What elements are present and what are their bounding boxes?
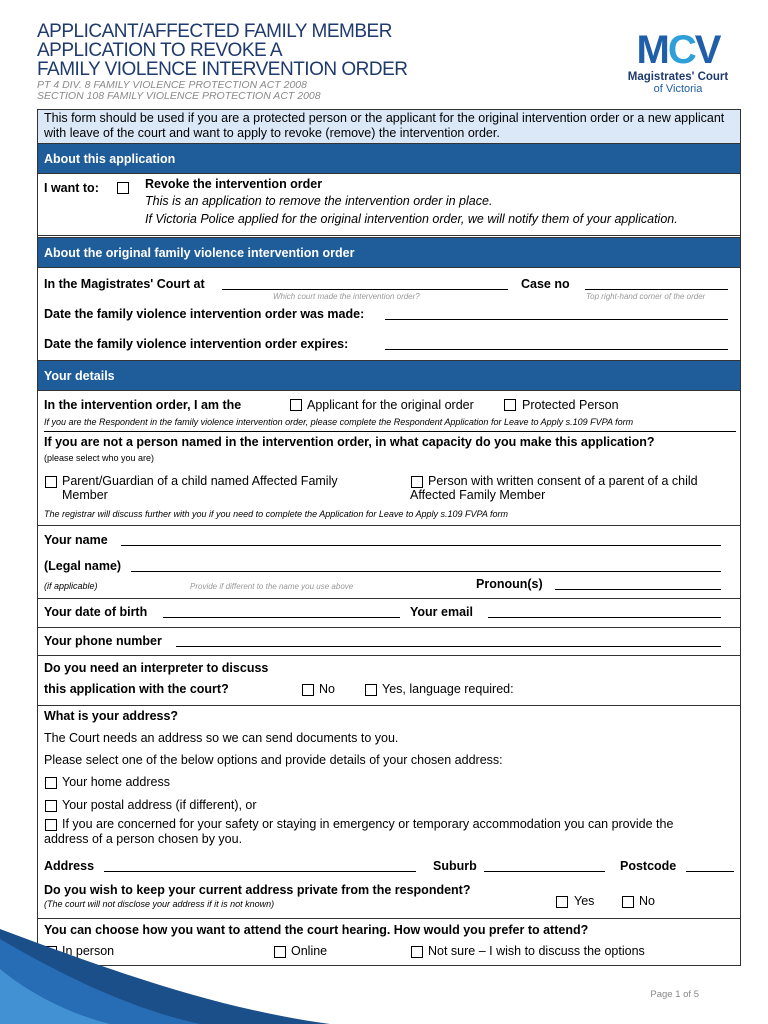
protected-person-label: Protected Person (522, 398, 619, 412)
postal-address-label: Your postal address (if different), or (62, 798, 257, 812)
logo-c: C (667, 28, 695, 72)
written-consent-label-1: Person with written consent of a parent of a child (428, 474, 698, 488)
divider (44, 431, 736, 432)
suburb-label: Suburb (433, 859, 477, 873)
postcode-input[interactable] (686, 871, 734, 872)
parent-guardian-label-2: Member (62, 488, 108, 502)
safety-address-label-2: address of a person chosen by you. (44, 832, 243, 846)
dob-label: Your date of birth (44, 605, 148, 619)
private-yes-checkbox[interactable] (556, 896, 568, 908)
attendance-question: You can choose how you want to attend the court hearing. How would you prefer to attend? (44, 923, 589, 937)
legal-name-input[interactable] (131, 571, 721, 572)
address-input[interactable] (104, 871, 416, 872)
parent-guardian-checkbox[interactable] (45, 476, 57, 488)
address-section (38, 706, 740, 919)
section-about-application: About this application (38, 144, 740, 174)
your-name-label: Your name (44, 533, 108, 547)
private-yes-label: Yes (574, 894, 595, 908)
private-address-note: (The court will not disclose your address if it is not known) (44, 899, 275, 909)
parent-guardian-label-1: Parent/Guardian of a child named Affected Family (62, 474, 338, 488)
i-want-to-label: I want to: (44, 181, 99, 195)
court-input[interactable] (222, 289, 508, 290)
online-label: Online (291, 944, 328, 958)
home-address-checkbox[interactable] (45, 777, 57, 789)
form-title (37, 22, 407, 79)
name-row (38, 526, 740, 599)
address-question: What is your address? (44, 709, 179, 723)
revoke-checkbox[interactable] (117, 182, 129, 194)
written-consent-label-2: Affected Family Member (410, 488, 546, 502)
page-number: Page 1 of 5 (650, 989, 699, 1000)
dob-input[interactable] (163, 617, 400, 618)
title-line-3: FAMILY VIOLENCE INTERVENTION ORDER (37, 59, 408, 80)
capacity-subtext: (please select who you are) (44, 453, 155, 463)
revoke-desc-2: If Victoria Police applied for the original intervention order, we will notify them of your application. (145, 212, 678, 226)
postal-address-checkbox[interactable] (45, 800, 57, 812)
capacity-question: If you are not a person named in the intervention order, in what capacity do you make this application? (44, 435, 655, 449)
phone-label: Your phone number (44, 634, 162, 648)
case-no-input[interactable] (585, 289, 728, 290)
interpreter-yes-label: Yes, language required: (382, 682, 514, 696)
private-no-label: No (639, 894, 655, 908)
email-input[interactable] (488, 617, 721, 618)
postcode-label: Postcode (620, 859, 677, 873)
applicant-option-label: Applicant for the original order (307, 398, 474, 412)
logo-v: V (694, 28, 720, 72)
role-row (38, 391, 740, 526)
date-made-label: Date the family violence intervention order was made: (44, 307, 365, 321)
pronoun-label: Pronoun(s) (476, 577, 543, 591)
interpreter-no-label: No (319, 682, 335, 696)
logo-text-line-2: of Victoria (653, 83, 703, 95)
in-person-label: In person (62, 944, 115, 958)
email-label: Your email (410, 605, 473, 619)
i-want-to-row (38, 174, 740, 236)
date-expires-input[interactable] (385, 349, 728, 350)
application-form (37, 109, 741, 966)
written-consent-checkbox[interactable] (411, 476, 423, 488)
applicant-checkbox[interactable] (290, 399, 302, 411)
court-label: In the Magistrates' Court at (44, 277, 205, 291)
intro-text: This form should be used if you are a protected person or the applicant for the original intervention order or a new applicant with leave of the court and want to apply to revoke (remove) the intervention order. (38, 110, 740, 144)
form-subtitle (37, 80, 321, 102)
title-line-2: APPLICATION TO REVOKE A (37, 40, 283, 61)
protected-person-checkbox[interactable] (504, 399, 516, 411)
interpreter-question-2: this application with the court? (44, 682, 229, 696)
title-line-1: APPLICANT/AFFECTED FAMILY MEMBER (37, 21, 392, 42)
safety-address-label-1: If you are concerned for your safety or staying in emergency or temporary accommodation you can provide the (62, 817, 674, 831)
mcv-logo (618, 30, 738, 95)
address-paragraph-2: Please select one of the below options and provide details of your chosen address: (44, 753, 503, 767)
case-no-hint: Top right-hand corner of the order (586, 292, 706, 301)
registrar-note: The registrar will discuss further with you if you need to complete the Application for Leave to Apply s.109 FVPA form (44, 509, 509, 519)
section-original-order: About the original family violence intervention order (38, 238, 740, 268)
if-applicable-note: (if applicable) (44, 581, 98, 591)
footer-swoosh-graphic (0, 929, 330, 1024)
interpreter-row (38, 656, 740, 706)
legal-name-hint: Provide if different to the name you use above (190, 582, 354, 591)
interpreter-yes-checkbox[interactable] (365, 684, 377, 696)
section-your-details: Your details (38, 361, 740, 391)
suburb-input[interactable] (484, 871, 605, 872)
phone-row (38, 628, 740, 656)
safety-address-checkbox[interactable] (45, 819, 57, 831)
address-label: Address (44, 859, 95, 873)
court-hint: Which court made the intervention order? (273, 292, 420, 301)
not-sure-checkbox[interactable] (411, 946, 423, 958)
logo-text-line-1: Magistrates' Court (627, 71, 729, 83)
revoke-option-title: Revoke the intervention order (145, 177, 323, 191)
respondent-note: If you are the Respondent in the family violence intervention order, please complete the Respondent Application for Leave to Apply s.109 FVPA form (44, 417, 634, 427)
home-address-label: Your home address (62, 775, 170, 789)
case-no-label: Case no (521, 277, 570, 291)
your-name-input[interactable] (121, 545, 721, 546)
legal-name-label: (Legal name) (44, 559, 122, 573)
date-expires-label: Date the family violence intervention order expires: (44, 337, 349, 351)
revoke-desc-1: This is an application to remove the intervention order in place. (145, 194, 493, 208)
logo-m: M (636, 28, 668, 72)
original-order-fields (38, 268, 740, 361)
phone-input[interactable] (176, 646, 721, 647)
interpreter-question-1: Do you need an interpreter to discuss (44, 661, 269, 675)
pronoun-input[interactable] (555, 589, 721, 590)
logo-mark (618, 30, 738, 70)
dob-email-row (38, 599, 740, 628)
subtitle-line-1: PT 4 DIV. 8 FAMILY VIOLENCE PROTECTION ACT 2008 (37, 79, 307, 91)
private-address-question: Do you wish to keep your current address private from the respondent? (44, 883, 471, 897)
address-paragraph-1: The Court needs an address so we can send documents to you. (44, 731, 399, 745)
date-made-input[interactable] (385, 319, 728, 320)
i-am-label: In the intervention order, I am the (44, 398, 242, 412)
not-sure-label: Not sure – I wish to discuss the options (428, 944, 645, 958)
interpreter-no-checkbox[interactable] (302, 684, 314, 696)
private-no-checkbox[interactable] (622, 896, 634, 908)
subtitle-line-2: SECTION 108 FAMILY VIOLENCE PROTECTION ACT 2008 (37, 90, 321, 102)
